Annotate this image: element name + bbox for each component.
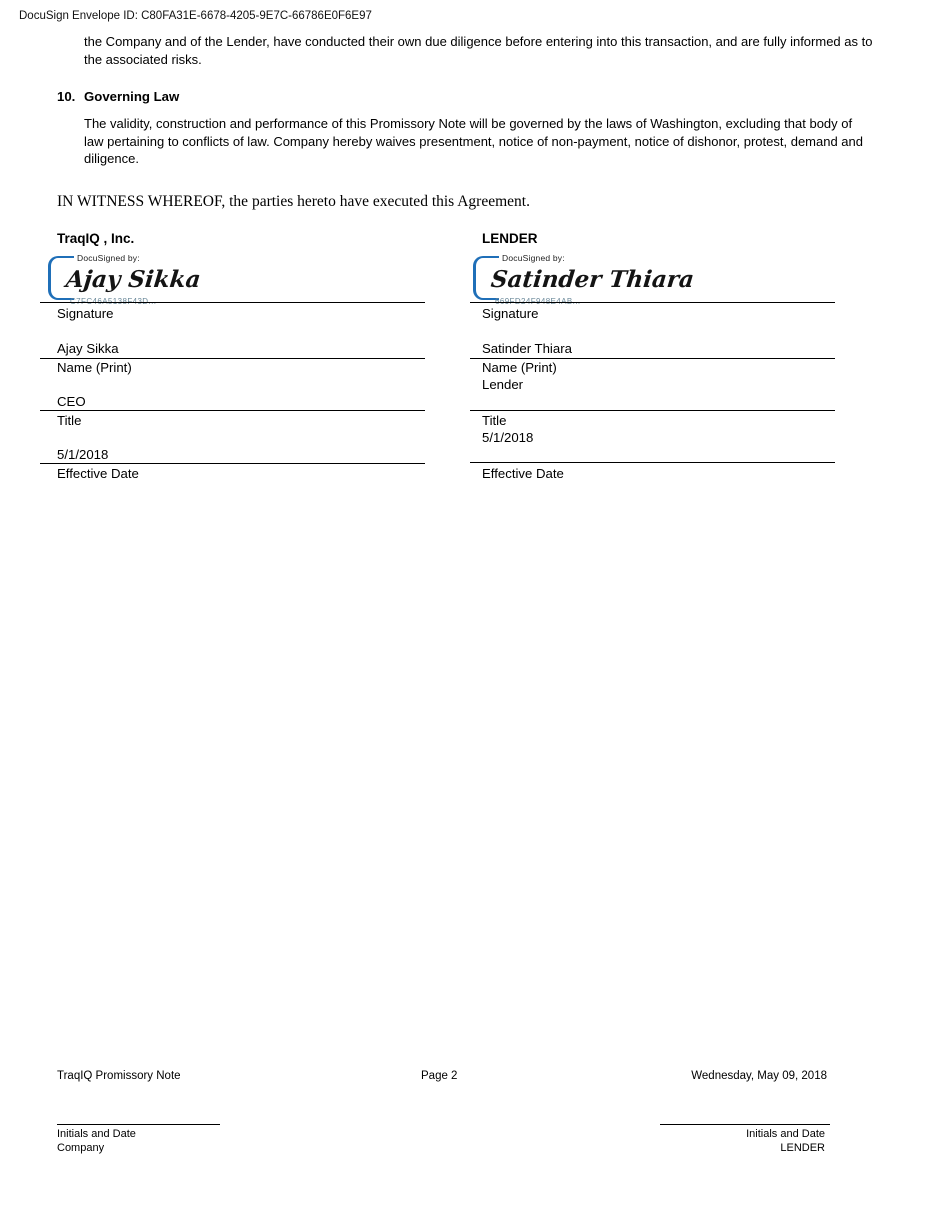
witness-clause: IN WITNESS WHEREOF, the parties hereto have executed this Agreement. (57, 193, 530, 210)
footer-date: Wednesday, May 09, 2018 (691, 1070, 827, 1082)
lender-name-line (470, 358, 835, 359)
lender-signature-line (470, 302, 835, 303)
company-initials-sub: Company (57, 1142, 105, 1154)
company-docusign-label: DocuSigned by: (77, 253, 140, 263)
section-title: Governing Law (84, 89, 180, 104)
company-heading: TraqIQ , Inc. (57, 231, 135, 246)
company-date-value: 5/1/2018 (57, 447, 109, 462)
company-signature-id: C7FC46A5138F43D... (70, 297, 157, 306)
lender-title-label: Title (482, 413, 507, 428)
footer-document-title: TraqIQ Promissory Note (57, 1070, 181, 1082)
company-name-label: Name (Print) (57, 360, 132, 375)
lender-initials-line (660, 1124, 830, 1125)
lender-initials-sub: LENDER (780, 1142, 825, 1154)
lender-date-line (470, 462, 835, 463)
lender-name-sub-value: Lender (482, 377, 524, 392)
company-signature-script: Ajay Sikka (64, 266, 202, 293)
company-date-label: Effective Date (57, 466, 139, 481)
company-initials-line (57, 1124, 220, 1125)
lender-date-label: Effective Date (482, 466, 564, 481)
company-title-label: Title (57, 413, 82, 428)
lender-signature-label: Signature (482, 306, 539, 321)
lender-title-line (470, 410, 835, 411)
section-10-heading (57, 88, 179, 106)
lender-name-label: Name (Print) (482, 360, 557, 375)
company-initials-label: Initials and Date (57, 1128, 136, 1140)
lender-docusign-label: DocuSigned by: (502, 253, 565, 263)
lender-name-value: Satinder Thiara (482, 341, 572, 356)
lender-initials-label: Initials and Date (746, 1128, 825, 1140)
section-number: 10. (57, 89, 76, 104)
lender-signature-script: Satinder Thiara (489, 266, 696, 293)
docusign-envelope-id: DocuSign Envelope ID: C80FA31E-6678-4205-9E7C-66786E0F6E97 (19, 10, 372, 22)
lender-signature-id: 669FD24F948E4AB... (495, 297, 581, 306)
company-name-value: Ajay Sikka (57, 341, 119, 356)
company-name-line (40, 358, 425, 359)
company-title-value: CEO (57, 394, 86, 409)
lender-heading: LENDER (482, 231, 538, 246)
lender-title-sub-value: 5/1/2018 (482, 430, 534, 445)
body-continuation-text: the Company and of the Lender, have conducted their own due diligence before entering into this transaction, and are fully informed as to the associated risks. (84, 34, 873, 67)
company-title-line (40, 410, 425, 411)
footer-page-number: Page 2 (421, 1070, 458, 1082)
company-date-line (40, 463, 425, 464)
section-10-text: The validity, construction and performance of this Promissory Note will be governed by the laws of Washington, excluding that body of law pertaining to conflicts of law. Company hereby waives presentment, notice of non-payment, notice of dishonor, protest, demand and diligence. (84, 116, 863, 166)
company-signature-label: Signature (57, 306, 114, 321)
company-signature-line (40, 302, 425, 303)
